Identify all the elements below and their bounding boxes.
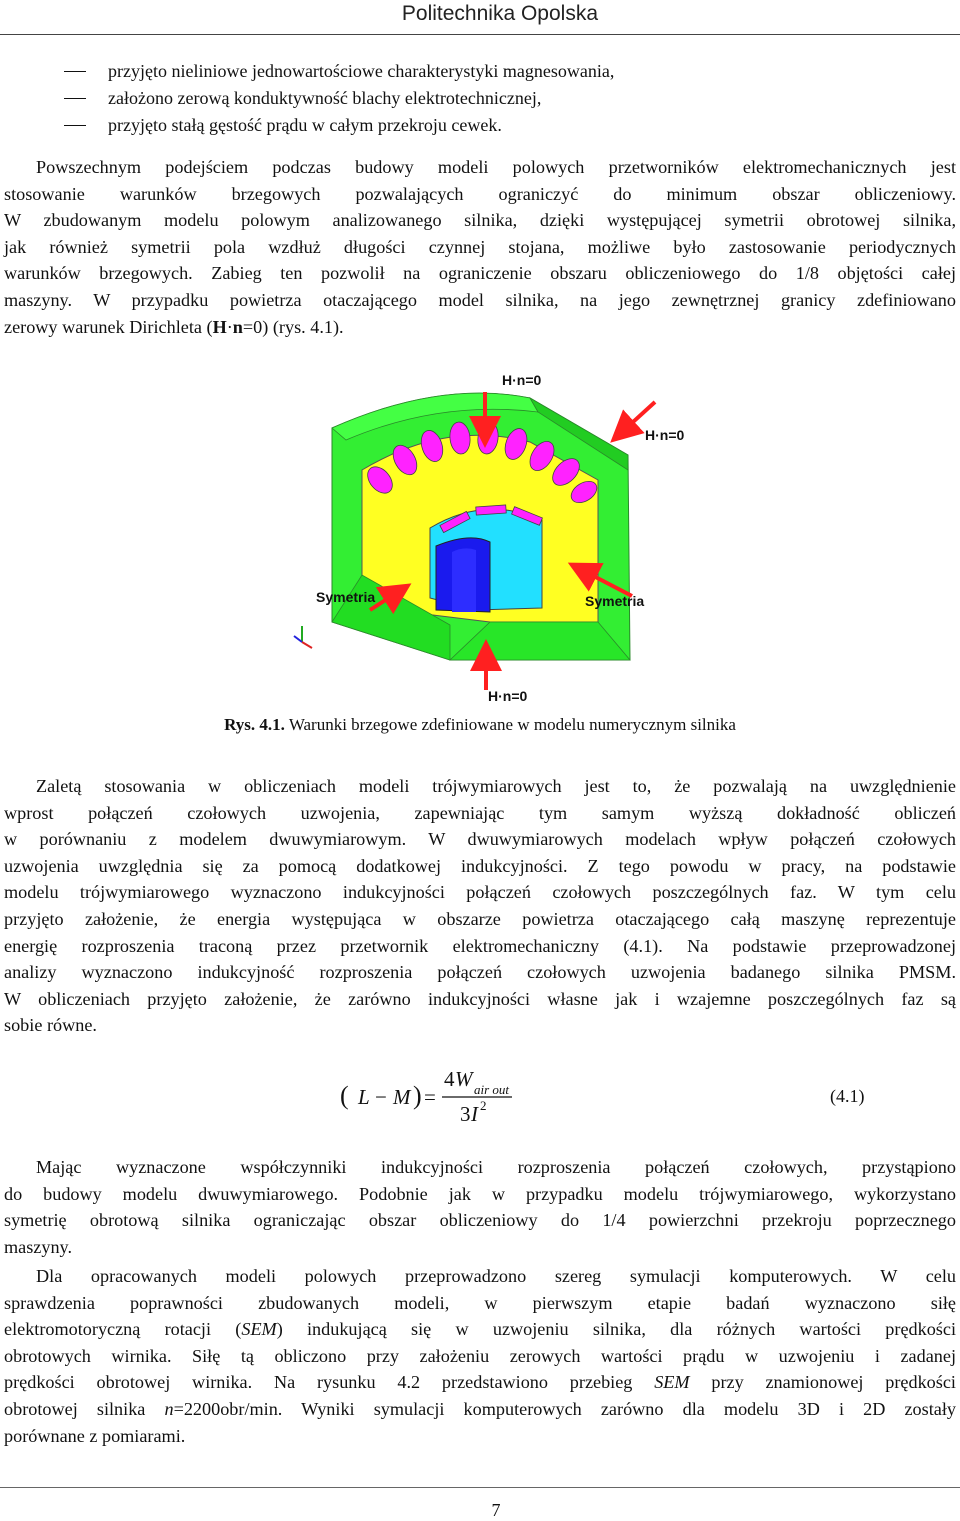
text-line: porównane z pomiarami. <box>4 1425 186 1446</box>
text-line: elektromotoryczną rotacji (SEM) indukującą się w uzwojeniu silnika, dla różnych wartości prędkości <box>4 1319 956 1340</box>
svg-text:I: I <box>471 1102 478 1126</box>
text-line: do budowy modelu dwuwymiarowego. Podobnie jak w przypadku modelu trójwymiarowego, wykorzystano <box>4 1183 956 1204</box>
text-line: sprawdzenia poprawności zbudowanych modeli, w pierwszym etapie badań wyznaczono siłę <box>4 1292 956 1313</box>
motor-model-illustration <box>280 360 700 705</box>
text-line: obrotowej silnika n=2200obr/min. Wyniki symulacji komputerowych zarówno dla modelu 3D i 2D zostały <box>4 1398 956 1419</box>
text-line: analizy wyznaczono indukcyjność rozproszenia połączeń czołowych uzwojenia badanego silnika PMSM. <box>4 962 956 983</box>
header-rule <box>0 34 960 35</box>
label-symmetry-left: Symetria <box>316 589 376 605</box>
text-line: modelu trójwymiarowego wyznaczono indukcyjności połączeń czołowych poszczególnych faz. W tym celu <box>4 882 956 903</box>
text-line: symetrię obrotową silnika ograniczając obszar obliczeniowy do 1/4 powierzchni przekroju poprzecznego <box>4 1210 956 1231</box>
text-line: stosowanie warunków brzegowych pozwalających ograniczyć do minimum obszar obliczeniowy. <box>4 183 956 204</box>
dash-icon <box>64 125 86 126</box>
list-item: przyjęto nieliniowe jednowartościowe charakterystyki magnesowania, <box>64 58 924 85</box>
caption-label: Rys. 4.1. <box>224 715 285 734</box>
equation-formula <box>0 1064 960 1134</box>
svg-text:L: L <box>358 1085 370 1109</box>
equation-number: (4.1) <box>830 1086 865 1106</box>
text-line: W obliczeniach przyjęto założenie, że zarówno indukcyjności własne jak i wzajemne poszczególnych faz są <box>4 988 956 1009</box>
figure-caption <box>0 715 960 735</box>
dash-icon <box>64 98 86 99</box>
text-line: prędkości obrotowej wirnika. Na rysunku 4.2 przedstawiono przebieg SEM przy znamionowej prędkości <box>4 1372 956 1393</box>
label-hn-bottom: H·n=0 <box>488 688 528 704</box>
page-header <box>0 0 960 34</box>
svg-text:−: − <box>375 1085 387 1109</box>
text-line: maszyny. <box>4 1236 73 1257</box>
label-hn-top: H·n=0 <box>502 372 542 388</box>
text-line: w porównaniu z modelem dwuwymiarowym. W dwuwymiarowych modelach wpływ połączeń czołowych <box>4 829 956 850</box>
svg-text:4: 4 <box>444 1067 455 1091</box>
svg-text:M: M <box>393 1085 411 1109</box>
label-symmetry-right: Symetria <box>585 593 645 609</box>
text-line: energię rozproszenia traconą przez przetwornik elektromechaniczny (4.1). Na podstawie przeprowadzonej <box>4 935 956 956</box>
axis-triad-icon <box>294 626 312 648</box>
dash-icon <box>64 71 86 72</box>
header-title: Politechnika Opolska <box>401 2 598 25</box>
text-line: uzwojenia uwzględnia się za pomocą dodatkowej indukcyjności. Z tego powodu w pracy, na podstawie <box>4 855 956 876</box>
text-line: Zaletą stosowania w obliczeniach modeli trójwymiarowych jest to, że pozwalają na uwzględnienie <box>36 776 956 796</box>
text-line: warunków brzegowych. Zabieg ten pozwolił na ograniczenie obszaru obliczeniowego do 1/8 objętości całej <box>4 263 956 284</box>
text-line: zerowy warunek Dirichleta (H·n=0) (rys. 4.1). <box>4 316 344 337</box>
text-line: Powszechnym podejściem podczas budowy modeli polowych przetworników elektromechanicznych jest <box>36 157 956 177</box>
text-line: przyjęto założenie, że energia występująca w obszarze powietrza otaczającego całą maszynę reprezentuje <box>4 908 956 929</box>
text-line: W zbudowanym modelu polowym analizowanego silnika, dzięki występującej symetrii obrotowej silnika, <box>4 210 956 231</box>
text-line: sobie równe. <box>4 1015 97 1036</box>
svg-text:air out: air out <box>474 1082 510 1097</box>
text-line: maszyny. W przypadku powietrza otaczającego model silnika, na jego zewnętrznej granicy zdefiniowano <box>4 289 956 310</box>
svg-text:): ) <box>413 1081 422 1110</box>
paragraph-boundary-conditions <box>4 154 956 340</box>
svg-text:=: = <box>424 1085 436 1109</box>
svg-text:2: 2 <box>480 1098 487 1113</box>
caption-text: Warunki brzegowe zdefiniowane w modelu numerycznym silnika <box>284 715 736 734</box>
text-line: jak również symetrii pola wzdłuż długości czynnej stojana, możliwe było zastosowanie periodycznych <box>4 236 956 257</box>
figure-motor-model <box>280 360 700 705</box>
list-item: przyjęto stałą gęstość prądu w całym przekroju cewek. <box>64 112 924 139</box>
svg-text:(: ( <box>340 1081 349 1110</box>
page-number: 7 <box>491 1500 501 1520</box>
paragraph-3d-advantages <box>4 773 956 1039</box>
paragraph-2d-model <box>4 1154 956 1260</box>
list-item: założono zerową konduktywność blachy elektrotechnicznej, <box>64 85 924 112</box>
bullet-list <box>64 58 924 139</box>
svg-text:3: 3 <box>460 1102 471 1126</box>
paragraph-simulations <box>4 1263 956 1449</box>
equation-4-1 <box>0 1064 960 1134</box>
text-line: Dla opracowanych modeli polowych przeprowadzono szereg symulacji komputerowych. W celu <box>36 1266 956 1286</box>
label-hn-right: H·n=0 <box>645 427 685 443</box>
svg-text:W: W <box>455 1067 473 1091</box>
text-line: wprost połączeń czołowych uzwojenia, zapewniając tym samym wyższą dokładność obliczeń <box>4 802 956 823</box>
text-line: Mając wyznaczone współczynniki indukcyjności rozproszenia połączeń czołowych, przystąpiono <box>36 1157 956 1177</box>
footer-rule <box>0 1487 960 1488</box>
text-line: obrotowych wirnika. Siłę tą obliczono przy założeniu zerowych wartości prądu w uzwojeniu i zadanej <box>4 1345 956 1366</box>
